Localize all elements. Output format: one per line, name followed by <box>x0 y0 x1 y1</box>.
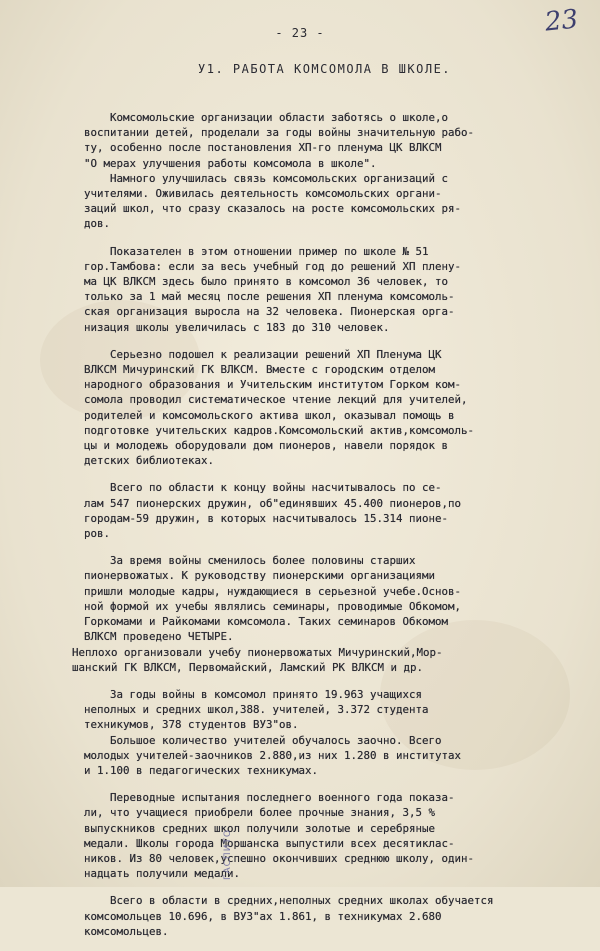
paragraph: За время войны сменилось более половины старших пионервожатых. К руководству пионерскими организациями пришли молодые кадры, нуждающиеся в серьезной учебе.Основ- ной формой их учебы являлись семинары, проводимые Обкомом, Горкомами и Райкомами комсомола. Таких семинаров Обкомом ВЛКСМ проведено ЧЕТЫРЕ. <box>84 554 462 644</box>
archive-stamp <box>213 740 241 880</box>
paragraph: Комсомольские организации области заботясь о школе,о воспитании детей, проделали за годы войны значительную рабо- ту, особенно после постановления ХП-го пленума ЦК ВЛКСМ "О мерах улучшения работы комсомола в школе". <box>84 111 475 170</box>
section-heading: У1. РАБОТА КОМСОМОЛА В ШКОЛЕ. <box>198 62 452 76</box>
paragraph: Серьезно подошел к реализации решений ХП Пленума ЦК ВЛКСМ Мичуринский ГК ВЛКСМ. Вместе с городским отделом народного образования и Учительским институтом Горком ком- сомола проводил систематическое чтение лекций для учителей, родителей и комсомольского актива школ, оказывал помощь в подготовке учительских кадров.Комсомольский актив,комсомоль- цы и молодежь оборудовали дом пионеров, навели порядок в детских библиотеках. <box>84 347 475 468</box>
paragraph: Всего в области в средних,неполных средних школах обучается комсомольцев 10.696, в ВУЗ"ах 1.861, в техникумах 2.680 комсомольцев. <box>84 894 494 938</box>
paragraph: Всего по области к концу войны насчитывалось по се- лам 547 пионерских дружин, об"единявших 45.400 пионеров,по городам-59 дружин, в которых насчитывалось 15.314 пионе- ров. <box>84 481 462 541</box>
handwritten-page-number: 23 <box>543 4 580 38</box>
paragraph: Большое количество учителей обучалось заочно. Всего молодых учителей-заочников 2.880,из них 1.280 в институтах и 1.100 в педагогических техникумах. <box>84 733 462 777</box>
paragraph: Переводные испытания последнего военного года показа- ли, что учащиеся приобрели более прочные знания, 3,5 % выпускников средних школ получили золотые и серебряные медали. Школы города Моршанска выпустили всех десятиклас- ников. Из 80 человек,успешно окончивших среднюю школу, один- надцать получили медали. <box>84 791 475 881</box>
archive-stamp-text: ГАСПИТО <box>223 828 233 880</box>
paragraph: За годы войны в комсомол принято 19.963 учащихся неполных и средних школ,388. учителей, 3.372 студента техникумов, 378 студентов ВУЗ"ов. <box>84 687 429 732</box>
paragraph: Намного улучшилась связь комсомольских организаций с учителями. Оживилась деятельность комсомольских органи- заций школ, что сразу сказалось на росте комсомольских ря- дов. <box>84 171 462 231</box>
paragraph: Неплохо организовали учебу пионервожатых Мичуринский,Мор- шанский ГК ВЛКСМ, Первомайский, Ламский РК ВЛКСМ и др. <box>72 645 443 674</box>
page-number: - 23 - <box>275 26 325 40</box>
paragraph: Показателен в этом отношении пример по школе № 51 гор.Тамбова: если за весь учебный год до решений ХП плену- ма ЦК ВЛКСМ здесь было принято в комсомол 36 человек, то только за 1 май месяц после решения ХП пленума комсомоль- ская организация выросла на 32 человека. Пионерская орга- низация школы увеличилась с 183 до 310 человек. <box>84 244 462 334</box>
document-body <box>72 110 589 951</box>
